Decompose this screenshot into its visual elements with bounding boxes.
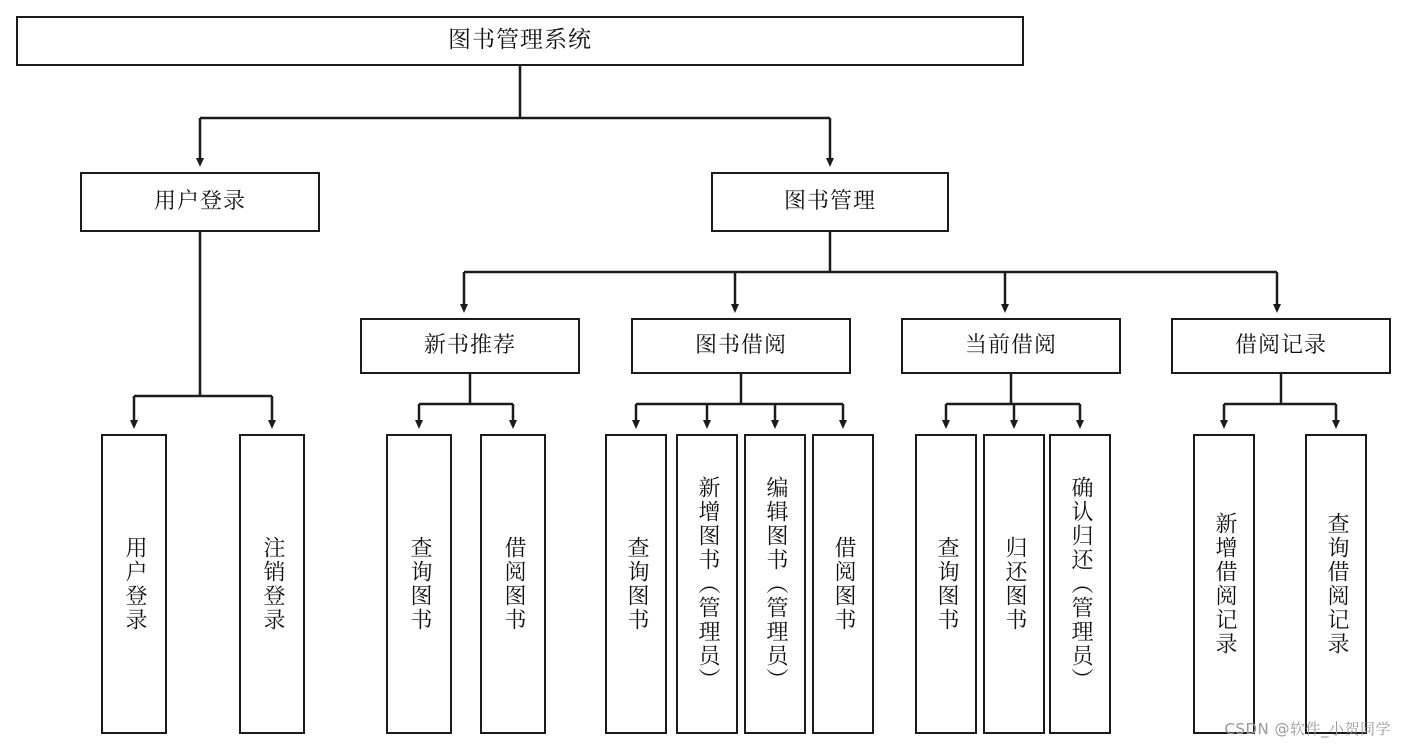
node-book-management[interactable] xyxy=(711,172,949,232)
node-leaf-return-book-label: 归还图书 xyxy=(1001,536,1027,632)
node-borrow-records-label: 借阅记录 xyxy=(1234,333,1327,359)
node-book-borrow[interactable] xyxy=(631,318,851,374)
node-user-login[interactable] xyxy=(80,172,320,232)
node-leaf-query-book-current[interactable] xyxy=(915,434,977,734)
node-current-borrow-label: 当前借阅 xyxy=(964,333,1057,359)
watermark: CSDN @软件_小贺同学 xyxy=(1224,720,1391,738)
node-leaf-return-book[interactable] xyxy=(983,434,1045,734)
node-leaf-query-book-borrow-label: 查询图书 xyxy=(623,536,649,632)
node-borrow-records[interactable] xyxy=(1171,318,1391,374)
node-leaf-confirm-return-admin-label: 确认归还（管理员） xyxy=(1067,476,1093,692)
node-leaf-confirm-return-admin[interactable] xyxy=(1049,434,1111,734)
node-leaf-add-book-admin[interactable] xyxy=(676,434,738,734)
node-leaf-query-borrow-record[interactable] xyxy=(1305,434,1367,734)
node-leaf-edit-book-admin-label: 编辑图书（管理员） xyxy=(762,476,788,692)
node-leaf-borrow-book-recommend-label: 借阅图书 xyxy=(500,536,526,632)
node-leaf-borrow-book-recommend[interactable] xyxy=(480,434,546,734)
node-leaf-query-book-recommend-label: 查询图书 xyxy=(406,536,432,632)
node-leaf-user-login-label: 用户登录 xyxy=(121,536,147,632)
node-book-management-label: 图书管理 xyxy=(783,189,876,215)
node-leaf-logout-label: 注销登录 xyxy=(259,536,285,632)
node-leaf-edit-book-admin[interactable] xyxy=(744,434,806,734)
node-leaf-add-borrow-record-label: 新增借阅记录 xyxy=(1211,512,1237,656)
node-leaf-user-login[interactable] xyxy=(101,434,167,734)
node-leaf-query-book-borrow[interactable] xyxy=(605,434,667,734)
node-leaf-query-book-recommend[interactable] xyxy=(386,434,452,734)
node-root[interactable] xyxy=(16,16,1024,66)
node-leaf-borrow-book-label: 借阅图书 xyxy=(830,536,856,632)
node-leaf-query-book-current-label: 查询图书 xyxy=(933,536,959,632)
node-leaf-add-borrow-record[interactable] xyxy=(1193,434,1255,734)
node-leaf-query-borrow-record-label: 查询借阅记录 xyxy=(1323,512,1349,656)
node-user-login-label: 用户登录 xyxy=(153,189,246,215)
node-leaf-add-book-admin-label: 新增图书（管理员） xyxy=(694,476,720,692)
node-book-borrow-label: 图书借阅 xyxy=(694,333,787,359)
node-root-label: 图书管理系统 xyxy=(448,27,592,54)
node-leaf-borrow-book[interactable] xyxy=(812,434,874,734)
node-new-book-recommend[interactable] xyxy=(360,318,580,374)
node-leaf-logout[interactable] xyxy=(239,434,305,734)
node-current-borrow[interactable] xyxy=(901,318,1121,374)
node-new-book-recommend-label: 新书推荐 xyxy=(423,333,516,359)
